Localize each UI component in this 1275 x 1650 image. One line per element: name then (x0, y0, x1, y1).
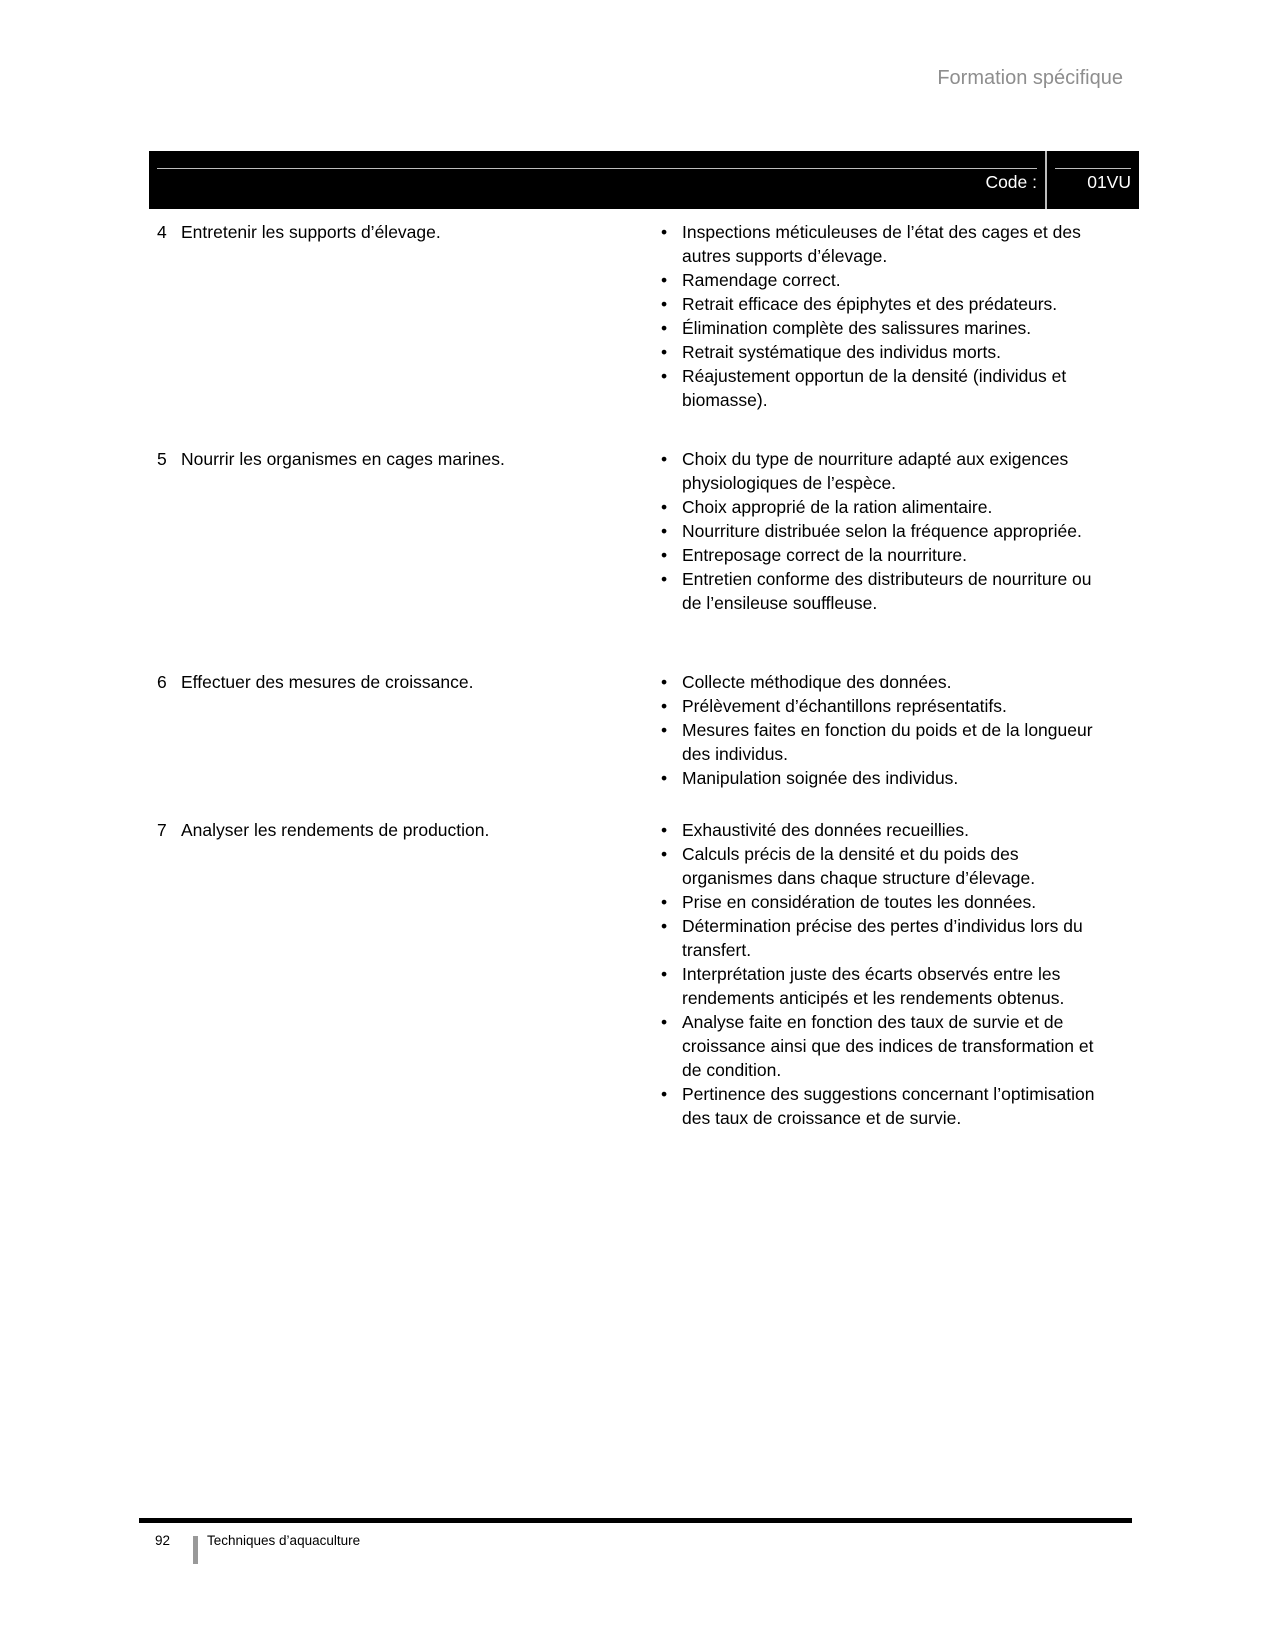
objective-number: 4 (157, 222, 167, 242)
criterion-item: • Calculs précis de la densité et du poids des organismes dans chaque structure d’élevage. (660, 842, 1107, 890)
criterion-item: • Élimination complète des salissures marines. (660, 316, 1107, 340)
code-label-cell (149, 151, 1045, 209)
code-cell-rule-right (1055, 168, 1131, 169)
criteria-list (660, 220, 1107, 412)
criterion-item: • Exhaustivité des données recueillies. (660, 818, 1107, 842)
page-footer (155, 1532, 360, 1564)
criterion-item: • Inspections méticuleuses de l’état des cages et des autres supports d’élevage. (660, 220, 1107, 268)
criterion-item: • Analyse faite en fonction des taux de survie et de croissance ainsi que des indices de transformation et de condition. (660, 1010, 1107, 1082)
code-value-cell (1047, 151, 1139, 209)
page-number: 92 (155, 1533, 171, 1548)
criterion-item: • Pertinence des suggestions concernant l’optimisation des taux de croissance et de survie. (660, 1082, 1107, 1130)
running-header: Formation spécifique (937, 67, 1123, 89)
code-label: Code : (985, 172, 1037, 192)
criterion-item: • Mesures faites en fonction du poids et de la longueur des individus. (660, 718, 1107, 766)
objective-text: Nourrir les organismes en cages marines. (181, 449, 505, 469)
objective-text: Effectuer des mesures de croissance. (181, 672, 474, 692)
criterion-item: • Entreposage correct de la nourriture. (660, 543, 1107, 567)
criterion-item: • Collecte méthodique des données. (660, 670, 1107, 694)
objective-number: 6 (157, 672, 167, 692)
criterion-item: • Prise en considération de toutes les données. (660, 890, 1107, 914)
objective-number: 5 (157, 449, 167, 469)
criterion-item: • Choix approprié de la ration alimentaire. (660, 495, 1107, 519)
footer-program-title: Techniques d’aquaculture (207, 1533, 361, 1548)
criterion-item: • Nourriture distribuée selon la fréquence appropriée. (660, 519, 1107, 543)
objective-number: 7 (157, 820, 167, 840)
criterion-item: • Retrait systématique des individus morts. (660, 340, 1107, 364)
criterion-item: • Choix du type de nourriture adapté aux exigences physiologiques de l’espèce. (660, 447, 1107, 495)
criteria-list (660, 447, 1107, 615)
code-value: 01VU (1087, 172, 1131, 192)
code-bar (149, 151, 1139, 209)
objective-text: Entretenir les supports d’élevage. (181, 222, 441, 242)
objective-text: Analyser les rendements de production. (181, 820, 490, 840)
criterion-item: • Manipulation soignée des individus. (660, 766, 1107, 790)
criterion-item: • Interprétation juste des écarts observés entre les rendements anticipés et les rendements obtenus. (660, 962, 1107, 1010)
criteria-list (660, 818, 1107, 1130)
criterion-item: • Retrait efficace des épiphytes et des prédateurs. (660, 292, 1107, 316)
criterion-item: • Ramendage correct. (660, 268, 1107, 292)
criterion-item: • Réajustement opportun de la densité (individus et biomasse). (660, 364, 1107, 412)
criteria-list (660, 670, 1107, 790)
criterion-item: • Détermination précise des pertes d’individus lors du transfert. (660, 914, 1107, 962)
criterion-item: • Entretien conforme des distributeurs de nourriture ou de l’ensileuse souffleuse. (660, 567, 1107, 615)
code-cell-rule-left (157, 168, 1037, 169)
footer-accent-bar (193, 1536, 198, 1564)
criterion-item: • Prélèvement d’échantillons représentatifs. (660, 694, 1107, 718)
footer-rule (139, 1518, 1132, 1523)
